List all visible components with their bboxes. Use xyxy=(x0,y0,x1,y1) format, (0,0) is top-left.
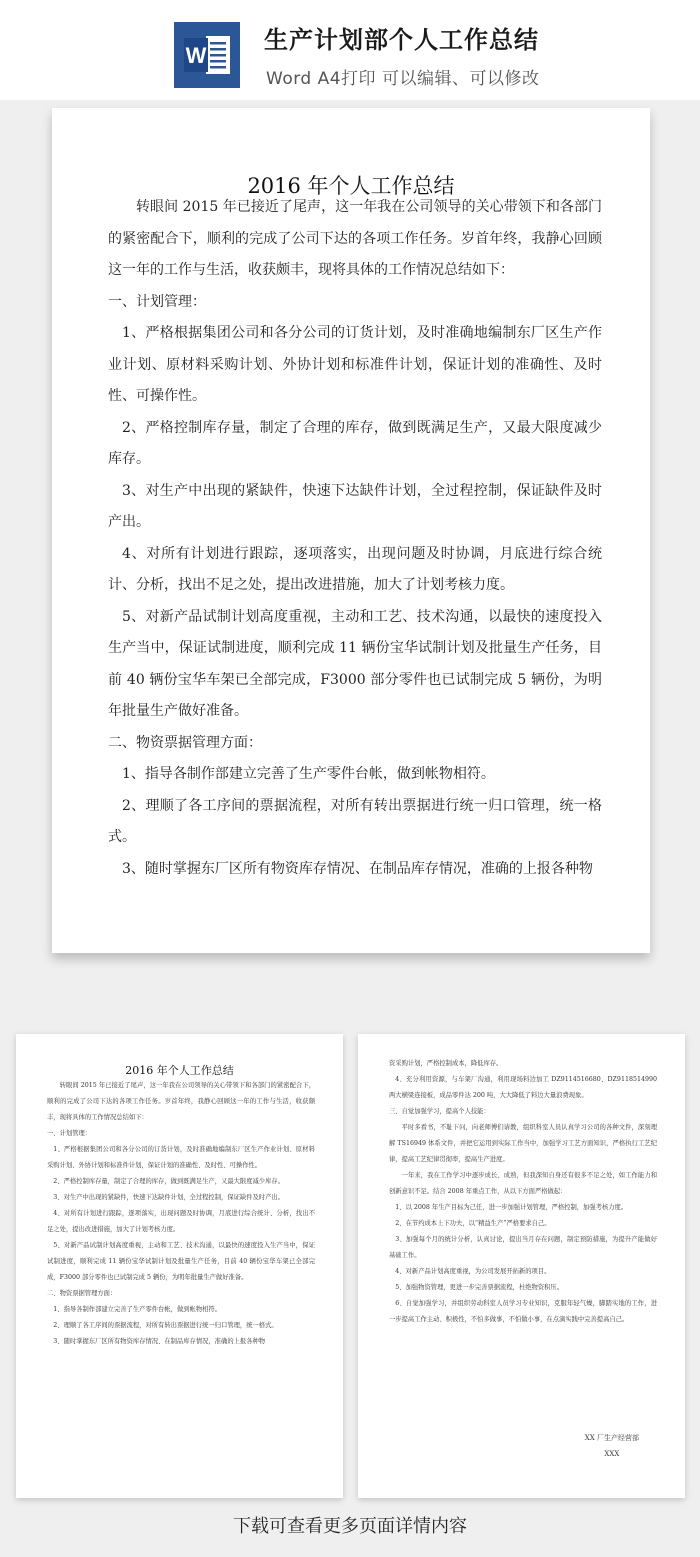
paragraph: 4、充分利用资源，与车架厂沟通，利用现场料边加工 DZ9114516680、DZ9118514990 两大横梁连接板，成品零件达 200 吨，大大降低了料边大量浪费现象。 xyxy=(389,1076,657,1099)
paragraph: 3、对生产中出现的紧缺件，快速下达缺件计划，全过程控制，保证缺件及时产出。 xyxy=(108,482,602,530)
paragraph: 6、自觉加强学习，并组织劳动科室人员学习专业知识，克服年轻气燥，脚踏实地的工作，进一步提高工作主动、积极性，不怕多做事，不怕做小事，在点滴实践中完善提高自己。 xyxy=(389,1300,657,1323)
paragraph: 一、计划管理： xyxy=(47,1130,92,1137)
thumbnail-body xyxy=(47,1078,315,1350)
download-more-link[interactable]: 下载可查看更多页面详情内容 xyxy=(233,1516,467,1537)
thumbnail-title: 2016 年个人工作总结 xyxy=(125,1064,234,1077)
paragraph: 5、加强物资管理，更进一步完善票据流程，杜绝物资积压。 xyxy=(395,1284,564,1291)
paragraph: 一年来，我在工作学习中逐步成长、成熟，但我深知自身还有很多不足之处，如工作能力和创新意识不足。结合 2008 年重点工作，从以下方面严格做起： xyxy=(389,1172,657,1195)
word-document-icon xyxy=(174,22,240,88)
paragraph: 一、计划管理： xyxy=(108,293,206,310)
document-preview-page xyxy=(52,108,650,953)
signature-name: XXX xyxy=(604,1450,620,1458)
paragraph: 二、物资票据管理方面： xyxy=(47,1290,117,1297)
page-title: 生产计划部个人工作总结 xyxy=(264,26,539,54)
paragraph: 三、自觉加强学习，提高个人技能： xyxy=(389,1108,490,1115)
paragraph: 5、对新产品试制计划高度重视，主动和工艺、技术沟通，以最快的速度投入生产当中，保证试制进度，顺利完成 11 辆份宝华试制计划及批量生产任务，目前 40 辆份宝华车架已全部完成，F3000 部分零件也已试制完成 5 辆份，为明年批量生产做好准备。 xyxy=(108,608,602,719)
paragraph: 2、理顺了各工序间的票据流程，对所有转出票据进行统一归口管理，统一格式。 xyxy=(53,1322,278,1329)
word-icon-letter: W xyxy=(185,43,207,68)
paragraph: 4、对所有计划进行跟踪，逐项落实，出现问题及时协调，月底进行综合统计、分析，找出不足之处，提出改进措施，加大了计划考核力度。 xyxy=(108,545,602,593)
thumbnail-body xyxy=(389,1056,657,1328)
paragraph: 转眼间 2015 年已接近了尾声，这一年我在公司领导的关心带领下和各部门的紧密配合下，顺利的完成了公司下达的各项工作任务。岁首年终，我静心回顾这一年的工作与生活，收获颇丰，现将具体的工作情况总结如下： xyxy=(47,1082,315,1121)
paragraph: 1、指导各制作部建立完善了生产零件台帐，做到帐物相符。 xyxy=(122,766,495,782)
paragraph: 3、对生产中出现的紧缺件，快速下达缺件计划，全过程控制，保证缺件及时产出。 xyxy=(53,1194,284,1201)
signature-department: XX 厂生产经营部 xyxy=(584,1434,639,1442)
paragraph: 2、严格控制库存量，制定了合理的库存，做到既满足生产，又最大限度减少库存。 xyxy=(53,1178,284,1185)
paragraph: 4、对新产品计划高度重视，为公司发展开拓新的项目。 xyxy=(395,1268,551,1275)
paragraph: 1、严格根据集团公司和各分公司的订货计划，及时准确地编制东厂区生产作业计划、原材料采购计划、外协计划和标准件计划，保证计划的准确性、及时性、可操作性。 xyxy=(47,1146,315,1169)
paragraph: 2、理顺了各工序间的票据流程，对所有转出票据进行统一归口管理，统一格式。 xyxy=(108,797,602,845)
paragraph: 1、严格根据集团公司和各分公司的订货计划，及时准确地编制东厂区生产作业计划、原材料采购计划、外协计划和标准件计划，保证计划的准确性、及时性、可操作性。 xyxy=(108,325,602,404)
paragraph: 2、在节约成本上下功夫，以“精益生产”严格要求自己。 xyxy=(395,1220,551,1227)
paragraph: 平时多看书，不耻下问，向老师傅们请教，组织科室人员认真学习公司的各种文件，深刻理解 TS16949 体系文件，并把它运用到实际工作当中，加强学习工艺方面知识，严格执行工艺纪律，提高工艺纪律贯彻率，提高生产进度。 xyxy=(389,1124,657,1163)
paragraph: 4、对所有计划进行跟踪，逐项落实，出现问题及时协调，月底进行综合统计、分析，找出不足之处，提出改进措施，加大了计划考核力度。 xyxy=(47,1210,315,1233)
signature-block xyxy=(585,1430,639,1462)
paragraph: 1、指导各制作部建立完善了生产零件台帐，做到帐物相符。 xyxy=(53,1306,222,1313)
paragraph: 1、以 2008 年生产目标为己任，进一步加强计划管理，严格控制，加强考核力度。 xyxy=(395,1204,628,1211)
page-subtitle: Word A4打印 可以编辑、可以修改 xyxy=(266,69,540,89)
document-title: 2016 年个人工作总结 xyxy=(247,174,455,198)
header-banner xyxy=(0,0,700,100)
page-thumbnail-2[interactable] xyxy=(358,1034,685,1498)
paragraph: 5、对新产品试制计划高度重视，主动和工艺、技术沟通，以最快的速度投入生产当中，保证试制进度，顺利完成 11 辆份宝华试制计划及批量生产任务，目前 40 辆份宝华车架已全部完成，F3000 部分零件也已试制完成 5 辆份，为明年批量生产做好准备。 xyxy=(47,1242,315,1281)
paragraph: 3、随时掌握东厂区所有物资库存情况、在制品库存情况，准确的上报各种物 xyxy=(53,1338,266,1345)
paragraph: 3、加强每个月的统计分析，认真讨论，提出当月存在问题，制定预防措施，为提升产能做好基础工作。 xyxy=(389,1236,657,1259)
paragraph: 3、随时掌握东厂区所有物资库存情况、在制品库存情况，准确的上报各种物 xyxy=(122,860,593,877)
page-thumbnail-1[interactable] xyxy=(16,1034,343,1498)
paragraph: 资采购计划，严格控制成本，降低库存。 xyxy=(389,1060,503,1067)
paragraph: 二、物资票据管理方面： xyxy=(108,734,262,751)
paragraph: 转眼间 2015 年已接近了尾声，这一年我在公司领导的关心带领下和各部门的紧密配合下，顺利的完成了公司下达的各项工作任务。岁首年终，我静心回顾这一年的工作与生活，收获颇丰，现将具体的工作情况总结如下： xyxy=(108,199,602,278)
paragraph: 2、严格控制库存量，制定了合理的库存，做到既满足生产，又最大限度减少库存。 xyxy=(108,419,602,467)
document-body xyxy=(108,192,602,885)
